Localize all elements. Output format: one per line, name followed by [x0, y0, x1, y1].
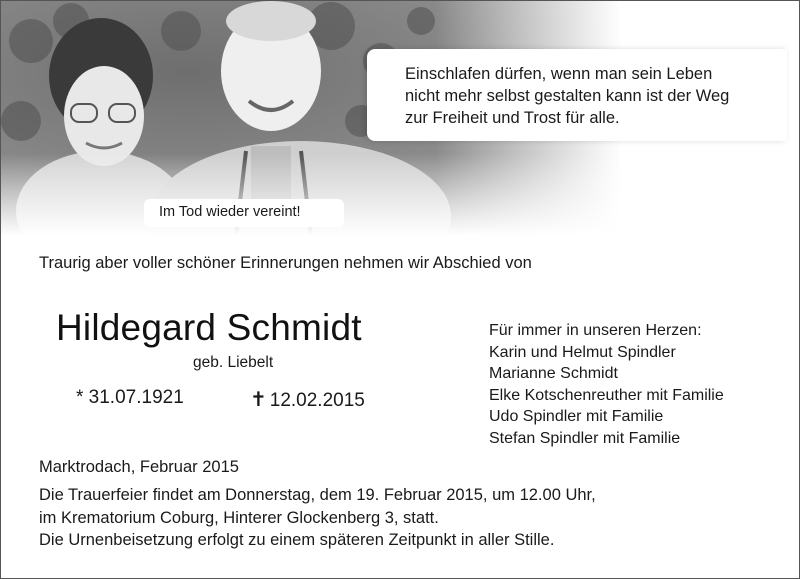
service-line: Die Trauerfeier findet am Donnerstag, dem 19. Februar 2015, um 12.00 Uhr, — [39, 486, 596, 504]
photo-caption: Im Tod wieder vereint! — [159, 204, 301, 220]
quote-line: Einschlafen dürfen, wenn man sein Leben — [405, 65, 713, 83]
mourner-entry: Marianne Schmidt — [489, 365, 618, 382]
service-line: Die Urnenbeisetzung erfolgt zu einem späteren Zeitpunkt in aller Stille. — [39, 531, 555, 549]
quote-box — [367, 49, 787, 141]
quote-line: nicht mehr selbst gestalten kann ist der Weg — [405, 87, 730, 105]
caption-box — [144, 199, 344, 227]
place-date: Marktrodach, Februar 2015 — [39, 458, 239, 476]
quote-line: zur Freiheit und Trost für alle. — [405, 109, 620, 127]
quote-text — [405, 63, 763, 129]
mourner-entry: Elke Kotschenreuther mit Familie — [489, 386, 724, 404]
maiden-name: geb. Liebelt — [193, 354, 274, 371]
intro-text: Traurig aber voller schöner Erinnerungen nehmen wir Abschied von — [39, 254, 532, 272]
mourner-entry: Stefan Spindler mit Familie — [489, 429, 681, 447]
death-date: 12.02.2015 — [269, 390, 365, 411]
mourner-entry: Udo Spindler mit Familie — [489, 408, 664, 425]
death-date-line — [250, 387, 365, 412]
mourners-heading: Für immer in unseren Herzen: — [489, 322, 702, 339]
mourner-entry: Karin und Helmut Spindler — [489, 343, 676, 361]
deceased-name: Hildegard Schmidt — [56, 307, 362, 348]
mourners-list — [489, 320, 724, 449]
cross-icon: ✝ — [250, 389, 267, 411]
birth-date: * 31.07.1921 — [76, 387, 184, 408]
service-info — [39, 484, 596, 552]
service-line: im Krematorium Coburg, Hinterer Glockenberg 3, statt. — [39, 508, 439, 527]
